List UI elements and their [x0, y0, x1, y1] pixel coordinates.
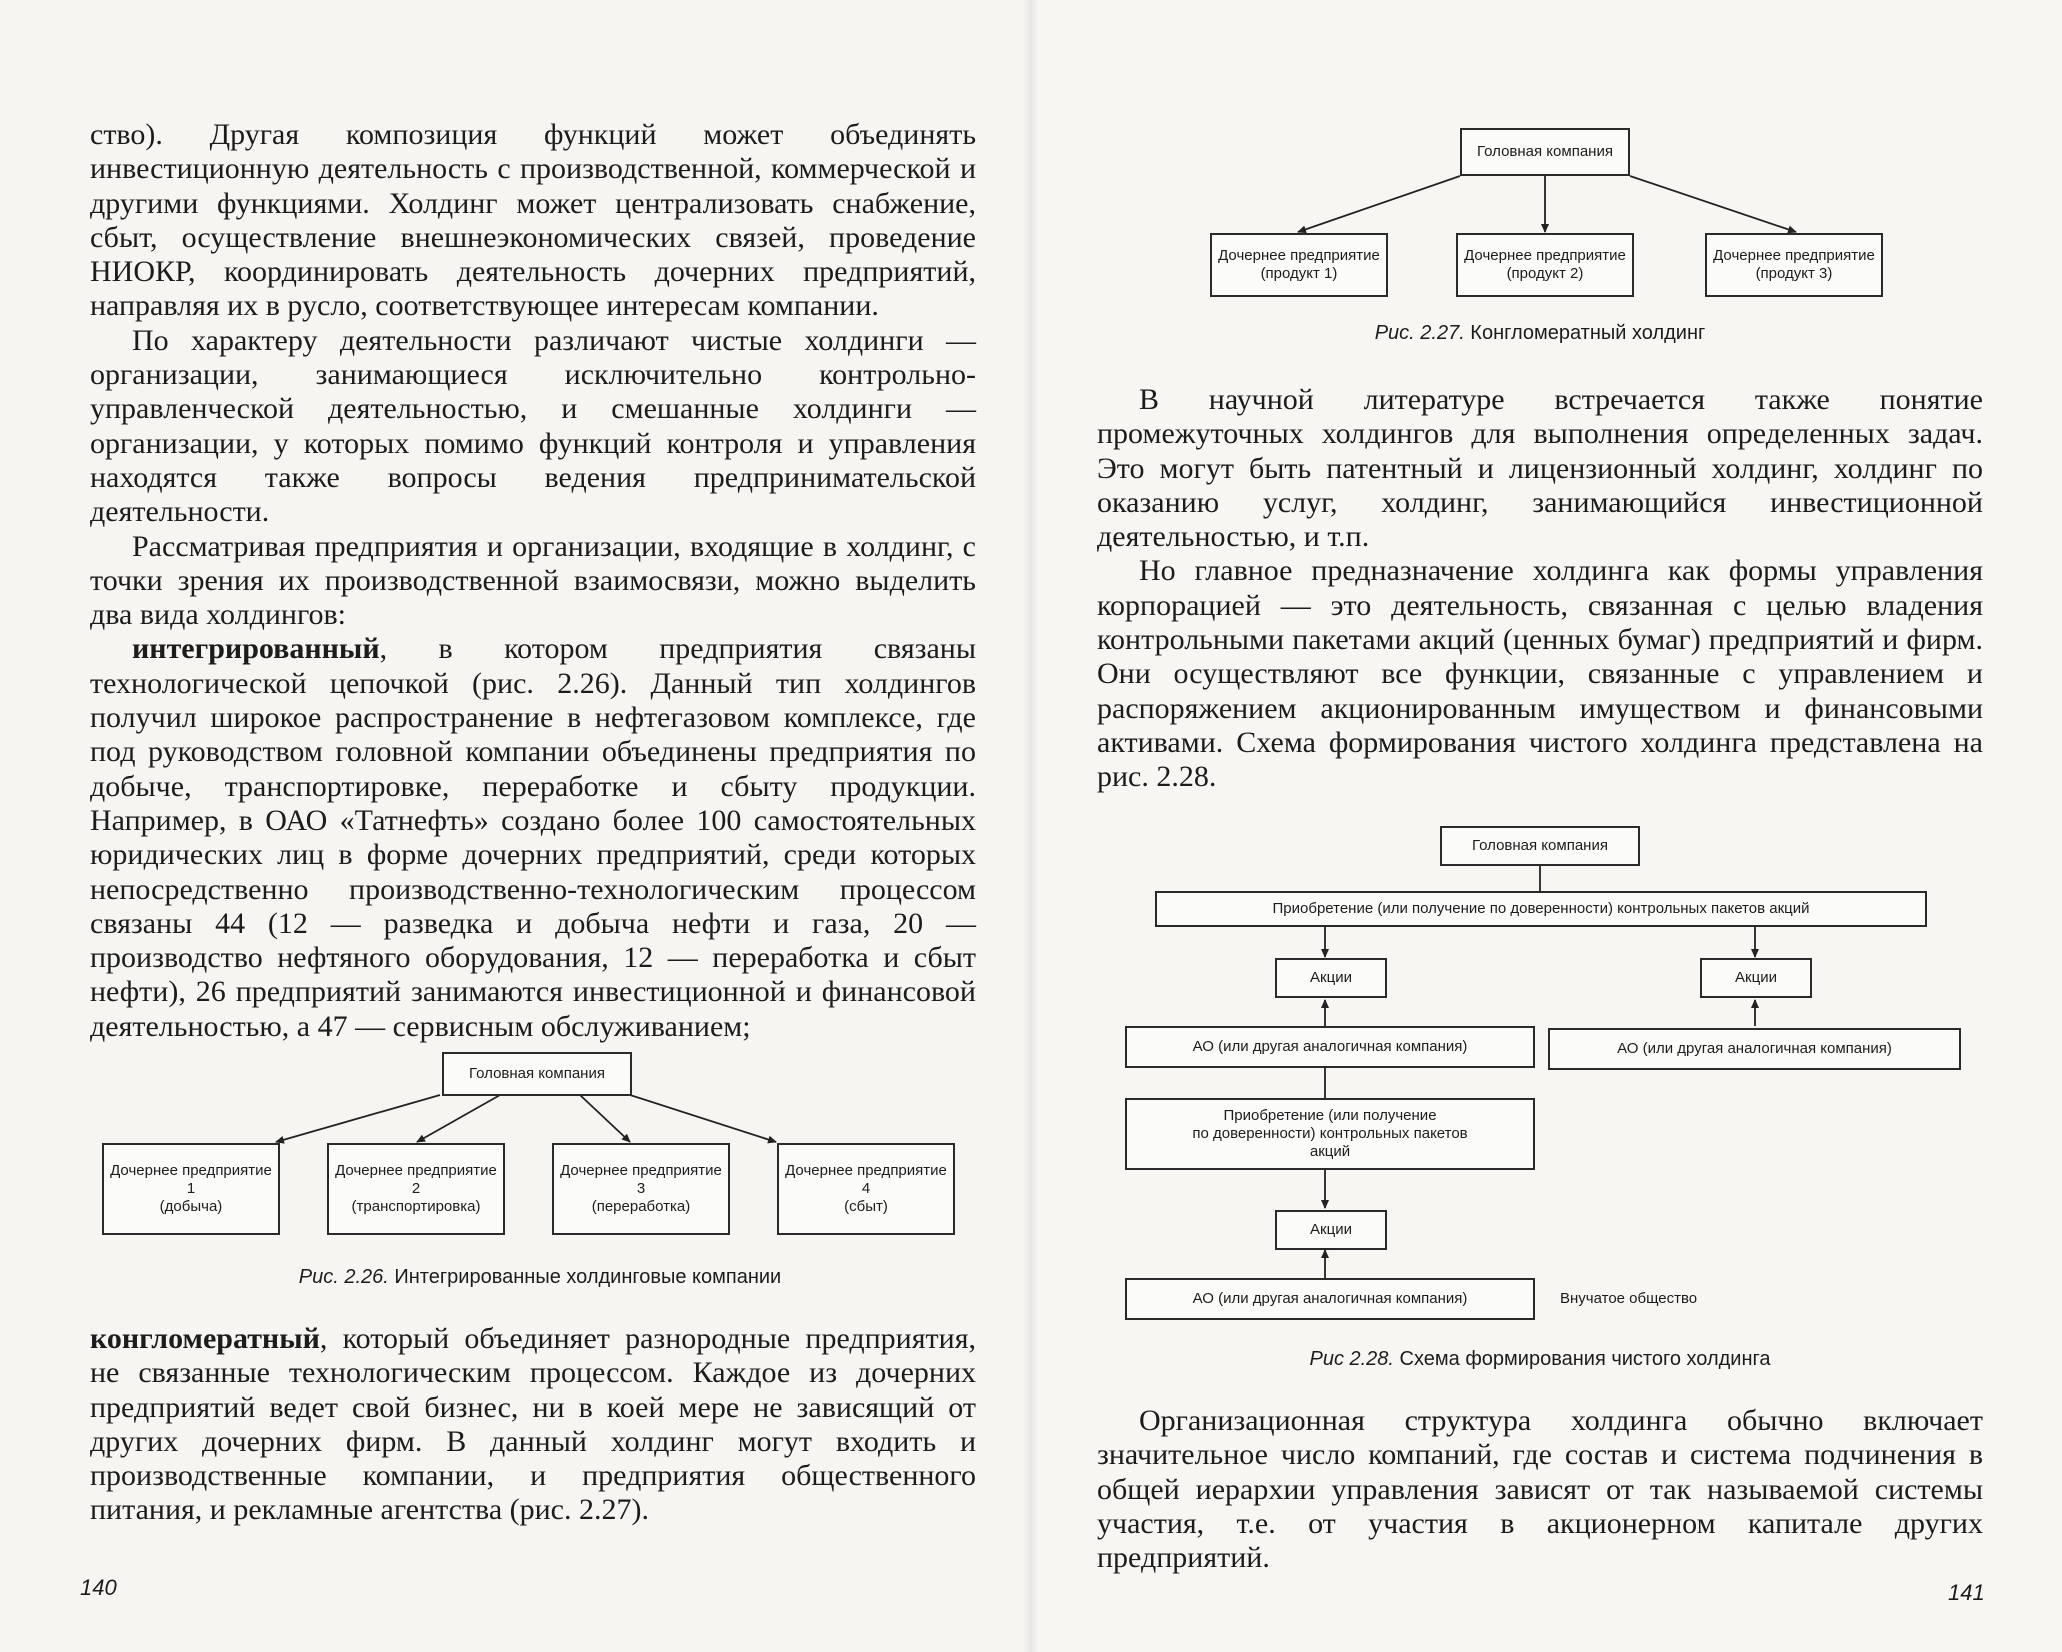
fig228-shares-bottom-box: Акции [1275, 1210, 1387, 1250]
term-conglomerate: конгломератный [90, 1322, 320, 1355]
fig227-caption-text: Конгломератный холдинг [1464, 322, 1706, 344]
fig228-caption-num: Рис 2.28. [1309, 1348, 1394, 1370]
fig226-caption-num: Рис. 2.26. [298, 1266, 389, 1288]
fig226-caption [180, 1266, 900, 1289]
left-text-bottom [90, 1322, 976, 1528]
paragraph-integrated [90, 632, 976, 1044]
paragraph: Но главное предназначение холдинга как формы управления корпорацией — это деятельность, связанная с целью владения контрольными пакетами акций (ценных бумаг) предприятий и фирм. Они осуществляют все функции, связанные с управлением и распоряжением акционированным имуществом и финансовыми активами. Схема формирования чистого холдинга представлена на рис. 2.28. [1097, 554, 1983, 794]
fig227-child-box-3: Дочернее предприятие (продукт 3) [1705, 233, 1883, 297]
paragraph: ство). Другая композиция функций может объединять инвестиционную деятельность с производственной, коммерческой и другими функциями. Холдинг может централизовать снабжение, сбыт, осуществление внешнеэкономических связей, проведение НИОКР, координировать деятельность дочерних предприятий, направляя их в русло, соответствующее интересам компании. [90, 118, 976, 323]
term-integrated: интегрированный [132, 632, 380, 666]
fig228-shares-right-box: Акции [1700, 958, 1812, 998]
fig227-caption-num: Рис. 2.27. [1374, 322, 1465, 344]
fig228-ao-right-box: АО (или другая аналогичная компания) [1548, 1028, 1961, 1070]
fig226-head-box: Головная компания [442, 1052, 632, 1096]
paragraph-text: , который объединяет разнородные предприятия, не связанные технологическим процессом. Каждое из дочерних предприятий ведет свой бизнес, ни в коей мере не зависящий от других дочерних фирм. В данный холдинг могут входить и производственные компании, и предприятия общественного питания, и рекламные агентства (рис. 2.27). [90, 1322, 976, 1527]
fig227-caption [1180, 322, 1900, 345]
fig226-child-box-1: Дочернее предприятие 1 (добыча) [102, 1143, 280, 1235]
paragraph-text: , в котором предприятия связаны технологической цепочкой (рис. 2.26). Данный тип холдингов получил широкое распространение в нефтегазовом комплексе, где под руководством головной компании объединены предприятия по добыче, транспортировке, переработке и сбыту продукции. Например, в ОАО «Татнефть» создано более 100 самостоятельных юридических лиц в форме дочерних предприятий, среди которых непосредственно производственно-технологическим процессом связаны 44 (12 — разведка и добыча нефти и газа, 20 — производство нефтяного оборудования, 12 — переработка и сбыт нефти), 26 предприятий занимаются инвестиционной и финансовой деятельностью, а 47 — сервисным обслуживанием; [90, 632, 976, 1043]
book-gutter [1023, 0, 1039, 1652]
fig226-child-box-2: Дочернее предприятие 2 (транспортировка) [327, 1143, 505, 1235]
paragraph: В научной литературе встречается также понятие промежуточных холдингов для выполнения определенных задач. Это могут быть патентный и лицензионный холдинг, холдинг по оказанию услуг, холдинг, занимающийся инвестиционной деятельностью, и т.п. [1097, 383, 1983, 554]
fig228-note-subsidiary: Внучатое общество [1560, 1290, 1698, 1307]
fig228-caption [1180, 1348, 1900, 1371]
paragraph: По характеру деятельности различают чистые холдинги — организации, занимающиеся исключительно контрольно-управленческой деятельностью, и смешанные холдинги — организации, у которых помимо функций контроля и управления находятся также вопросы ведения предпринимательской деятельности. [90, 323, 976, 529]
paragraph: Рассматривая предприятия и организации, входящие в холдинг, с точки зрения их производственной взаимосвязи, можно выделить два вида холдингов: [90, 529, 976, 632]
fig228-shares-left-box: Акции [1275, 958, 1387, 998]
fig228-head-box: Головная компания [1440, 826, 1640, 866]
fig226-child-box-3: Дочернее предприятие 3 (переработка) [552, 1143, 730, 1235]
fig228-ao-bottom-box: АО (или другая аналогичная компания) [1125, 1278, 1535, 1320]
fig227-child-box-1: Дочернее предприятие (продукт 1) [1210, 233, 1388, 297]
page-number-left: 140 [80, 1575, 117, 1600]
paragraph-conglomerate [90, 1322, 976, 1528]
fig228-ao-left-box: АО (или другая аналогичная компания) [1125, 1026, 1535, 1068]
fig226-caption-text: Интегрированные холдинговые компании [388, 1266, 782, 1288]
fig228-caption-text: Схема формирования чистого холдинга [1394, 1348, 1771, 1370]
fig228-acquire-box: Приобретение (или получение по доверенности) контрольных пакетов акций [1155, 891, 1927, 927]
right-text-top [1097, 383, 1983, 795]
fig228-acquire2-box: Приобретение (или получение по доверенности) контрольных пакетов акций [1125, 1098, 1535, 1170]
paragraph: Организационная структура холдинга обычно включает значительное число компаний, где состав и система подчинения в общей иерархии управления зависят от так называемой системы участия, т.е. от участия в акционерном капитале других предприятий. [1097, 1404, 1983, 1575]
fig227-head-box: Головная компания [1460, 128, 1630, 176]
right-text-bottom [1097, 1404, 1983, 1575]
page-number-right: 141 [1948, 1580, 1985, 1605]
fig227-child-box-2: Дочернее предприятие (продукт 2) [1456, 233, 1634, 297]
fig226-child-box-4: Дочернее предприятие 4 (сбыт) [777, 1143, 955, 1235]
left-text-top [90, 118, 976, 1044]
